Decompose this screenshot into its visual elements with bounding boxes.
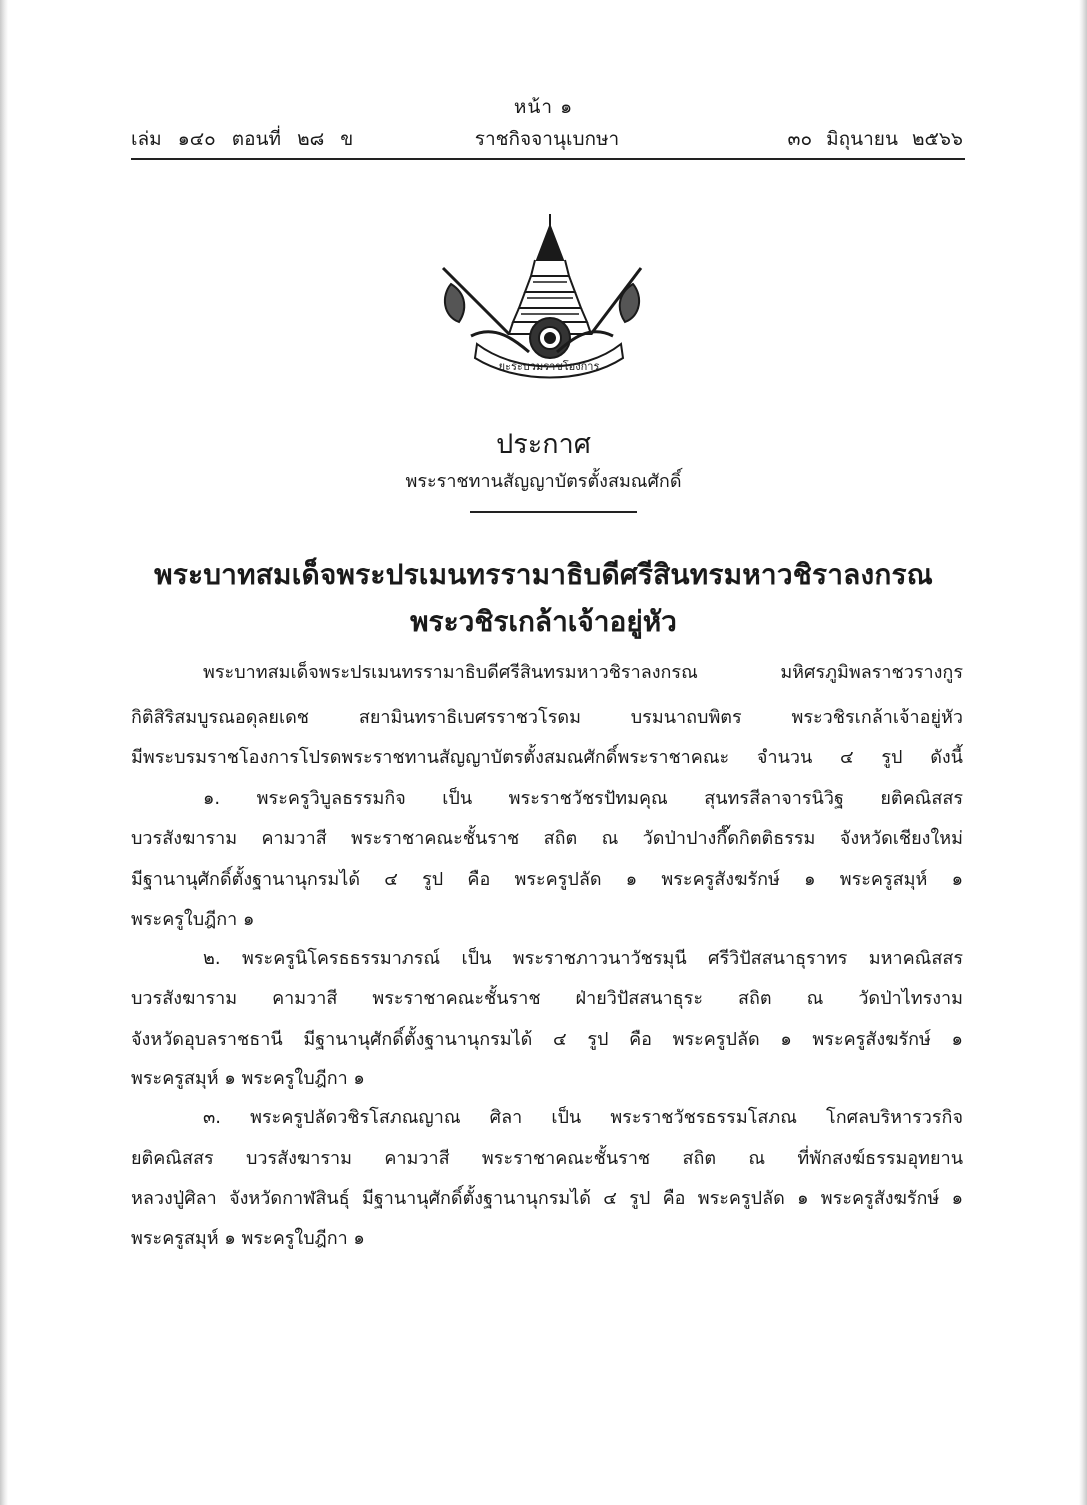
item-3-line-4: พระครูสมุห์ ๑ พระครูใบฎีกา ๑ bbox=[131, 1228, 365, 1249]
item-2-line-2: บวรสังฆาราม คามวาสี พระราชาคณะชั้นราช ฝ่ายวิปัสสนาธุระ สถิต ณ วัดป่าไทรงาม bbox=[131, 988, 963, 1009]
publication-name: ราชกิจจานุเบกษา bbox=[474, 128, 620, 150]
item-1-line-3: มีฐานานุศักดิ์ตั้งฐานานุกรมได้ ๔ รูป คือ พระครูปลัด ๑ พระครูสังฆรักษ์ ๑ พระครูสมุห์ ๑ bbox=[131, 869, 963, 890]
item-2-line-1: ๒. พระครูนิโครธธรรมาภรณ์ เป็น พระราชภาวนาวัชรมุนี ศรีวิปัสสนาธุราทร มหาคณิสสร bbox=[203, 948, 963, 969]
item-2-line-4: พระครูสมุห์ ๑ พระครูใบฎีกา ๑ bbox=[131, 1068, 365, 1089]
title-divider bbox=[470, 511, 637, 513]
announcement-title: ประกาศ bbox=[496, 429, 591, 460]
item-1-line-1: ๑. พระครูวิบูลธรรมกิจ เป็น พระราชวัชรปัทมคุณ สุนทรสีลาจารนิวิฐ ยติคณิสสร bbox=[203, 788, 963, 809]
royal-seal-emblem bbox=[437, 212, 647, 384]
item-3-line-2: ยติคณิสสร บวรสังฆาราม คามวาสี พระราชาคณะชั้นราช สถิต ณ ที่พักสงฆ์ธรรมอุทยาน bbox=[131, 1148, 963, 1169]
publication-date: ๓๐ มิถุนายน ๒๕๖๖ bbox=[787, 128, 963, 150]
header-divider bbox=[131, 158, 965, 160]
intro-line-3: มีพระบรมราชโองการโปรดพระราชทานสัญญาบัตรตั้งสมณศักดิ์พระราชาคณะ จำนวน ๔ รูป ดังนี้ bbox=[131, 747, 963, 768]
item-3-line-3: หลวงปู่ศิลา จังหวัดกาฬสินธุ์ มีฐานานุศักดิ์ตั้งฐานานุกรมได้ ๔ รูป คือ พระครูปลัด ๑ พระครูสังฆรักษ์ ๑ bbox=[131, 1188, 963, 1209]
emblem-motto: ยะระบวมราชโองการ bbox=[498, 360, 600, 373]
item-2-line-3: จังหวัดอุบลราชธานี มีฐานานุศักดิ์ตั้งฐานานุกรมได้ ๔ รูป คือ พระครูปลัด ๑ พระครูสังฆรักษ์ ๑ bbox=[131, 1029, 963, 1050]
announcement-subtitle: พระราชทานสัญญาบัตรตั้งสมณศักดิ์ bbox=[405, 471, 682, 492]
royal-garuda-crown-seal-icon bbox=[437, 212, 647, 380]
gazette-header bbox=[131, 124, 963, 152]
item-1-line-2: บวรสังฆาราม คามวาสี พระราชาคณะชั้นราช สถิต ณ วัดป่าปางกึ๊ดกิตติธรรม จังหวัดเชียงใหม่ bbox=[131, 828, 963, 849]
page-edge-left bbox=[0, 0, 8, 1505]
item-1-line-4: พระครูใบฎีกา ๑ bbox=[131, 909, 255, 930]
intro-line-2: กิติสิริสมบูรณอดุลยเดช สยามินทราธิเบศรราชวโรดม บรมนาถบพิตร พระวชิรเกล้าเจ้าอยู่หัว bbox=[131, 707, 963, 728]
intro-line-1: พระบาทสมเด็จพระปรเมนทรรามาธิบดีศรีสินทรมหาวชิราลงกรณ มหิศรภูมิพลราชวรางกูร bbox=[203, 662, 963, 683]
king-name-line-2: พระวชิรเกล้าเจ้าอยู่หัว bbox=[410, 605, 677, 638]
page-number: หน้า ๑ bbox=[513, 96, 574, 118]
page-edge-right bbox=[1079, 0, 1087, 1505]
volume-issue: เล่ม ๑๔๐ ตอนที่ ๒๘ ข bbox=[131, 128, 354, 150]
item-3-line-1: ๓. พระครูปลัดวชิรโสภณญาณ ศิลา เป็น พระราชวัชรธรรมโสภณ โกศลบริหารวรกิจ bbox=[203, 1107, 963, 1128]
king-name-line-1: พระบาทสมเด็จพระปรเมนทรรามาธิบดีศรีสินทรมหาวชิราลงกรณ bbox=[154, 558, 933, 591]
